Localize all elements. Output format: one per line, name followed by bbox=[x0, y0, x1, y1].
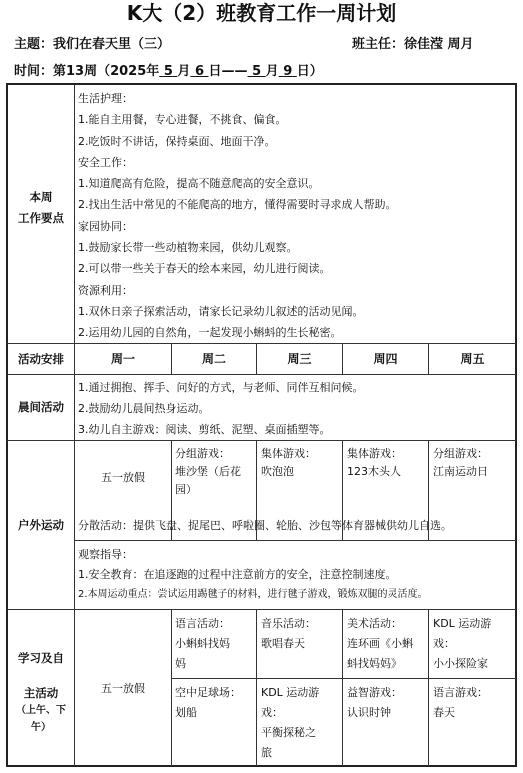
activity-line: KDL 运动游 bbox=[433, 617, 492, 630]
focus-line: 2.可以带一些关于春天的绘本来园，幼儿进行阅读。 bbox=[78, 262, 331, 276]
game-line: 分组游戏： bbox=[433, 447, 488, 460]
day-wednesday: 周三 bbox=[287, 352, 312, 366]
morning-content bbox=[78, 377, 514, 440]
learning-wednesday-pm bbox=[261, 683, 341, 763]
time-prefix: 时间：第13周（2025年 bbox=[14, 64, 160, 79]
learning-label-line: 午） bbox=[31, 722, 51, 733]
day-monday: 周一 bbox=[110, 352, 135, 366]
outdoor-guidance bbox=[78, 545, 514, 605]
activity-line: 空中足球场： bbox=[175, 686, 241, 699]
guide-line: 2.本周运动重点：尝试运用踢毽子的材料，进行毽子游戏，锻炼双腿的灵活度。 bbox=[78, 589, 428, 600]
morning-line: 2.鼓励幼儿晨间热身运动。 bbox=[78, 402, 210, 415]
learning-friday-pm bbox=[433, 683, 515, 723]
learning-friday-am bbox=[433, 614, 515, 674]
learning-tuesday-pm bbox=[175, 683, 255, 723]
game-line: 吹泡泡 bbox=[261, 465, 294, 478]
focus-line: 资源利用： bbox=[78, 283, 133, 297]
focus-label-line-2: 工作要点 bbox=[18, 211, 64, 225]
focus-line: 2.运用幼儿园的自然角，一起发现小蝌蚪的生长秘密。 bbox=[78, 326, 342, 340]
game-line: 分组游戏： bbox=[175, 447, 230, 460]
activity-line: 音乐活动： bbox=[261, 617, 316, 630]
activity-line: 戏： bbox=[433, 637, 455, 650]
start-day: 6 bbox=[194, 64, 204, 79]
activity-line: 小蝌蚪找妈 bbox=[175, 637, 230, 650]
learning-tuesday-am bbox=[175, 614, 255, 674]
activity-line: 旅 bbox=[261, 746, 272, 759]
focus-line: 1.能自主用餐，专心进餐，不挑食、偏食。 bbox=[78, 113, 287, 127]
morning-line: 1.通过拥抱、挥手、问好的方式，与老师、同伴互相问候。 bbox=[78, 381, 364, 394]
activity-line: 语言活动： bbox=[175, 617, 230, 630]
morning-label: 晨间活动 bbox=[18, 400, 64, 414]
focus-line: 生活护理： bbox=[78, 92, 133, 105]
focus-label bbox=[8, 190, 74, 226]
focus-line: 1.知道爬高有危险，提高不随意爬高的安全意识。 bbox=[78, 177, 320, 191]
outdoor-game-wednesday bbox=[261, 445, 341, 481]
outdoor-game-thursday bbox=[347, 445, 427, 481]
activity-line: 益智游戏： bbox=[347, 686, 402, 699]
learning-thursday-pm bbox=[347, 683, 427, 723]
theme-line bbox=[14, 33, 170, 52]
activity-line: 平衡探秘之 bbox=[261, 726, 316, 739]
schedule-label: 活动安排 bbox=[18, 352, 64, 366]
outdoor-game-tuesday bbox=[175, 445, 255, 499]
learning-label-line: （上午、下 bbox=[16, 705, 66, 716]
learning-label-line: 学习及自 bbox=[18, 651, 64, 665]
start-month: 5 bbox=[163, 64, 173, 79]
activity-line: 春天 bbox=[433, 706, 455, 719]
activity-line: 歌唱春天 bbox=[261, 637, 305, 650]
activity-line: 小小探险家 bbox=[433, 657, 488, 670]
activity-line: 蚪找妈妈》 bbox=[347, 657, 402, 670]
theme-value: 我们在春天里（三） bbox=[53, 37, 171, 52]
activity-line: 划船 bbox=[175, 706, 197, 719]
game-line: 园） bbox=[175, 483, 197, 496]
learning-wednesday-am bbox=[261, 614, 341, 654]
time-text-4: 日） bbox=[296, 64, 323, 79]
morning-line: 3.幼儿自主游戏：阅读、剪纸、泥塑、桌面插塑等。 bbox=[78, 423, 331, 436]
activity-line: 妈 bbox=[175, 657, 186, 670]
teacher-value: 徐佳滢 周月 bbox=[404, 37, 474, 52]
day-thursday: 周四 bbox=[373, 352, 398, 366]
focus-content bbox=[78, 88, 514, 344]
outdoor-game-friday bbox=[433, 445, 515, 481]
time-line bbox=[14, 60, 323, 79]
focus-line: 2.吃饭时不讲话，保持桌面、地面干净。 bbox=[78, 134, 276, 148]
learning-label-line: 主活动 bbox=[23, 686, 59, 700]
focus-line: 安全工作： bbox=[78, 155, 133, 169]
guide-line: 观察指导： bbox=[78, 548, 133, 561]
teacher-label: 班主任： bbox=[352, 37, 405, 52]
game-line: 江南运动日 bbox=[433, 465, 488, 478]
page-title: K大（2）班教育工作一周计划 bbox=[126, 1, 397, 25]
day-tuesday: 周二 bbox=[201, 352, 226, 366]
learning-thursday-am bbox=[347, 614, 427, 674]
game-line: 堆沙堡（后花 bbox=[175, 465, 241, 478]
guide-line: 1.安全教育：在追逐跑的过程中注意前方的安全，注意控制速度。 bbox=[78, 568, 397, 581]
end-day: 9 bbox=[283, 64, 293, 79]
focus-label-line-1: 本周 bbox=[29, 190, 53, 204]
game-line: 123木头人 bbox=[347, 465, 401, 478]
teacher-line bbox=[352, 33, 474, 52]
focus-line: 1.鼓励家长带一些动植物来园，供幼儿观察。 bbox=[78, 241, 298, 255]
time-text-1: 月 bbox=[177, 64, 191, 79]
learning-label bbox=[8, 650, 74, 736]
game-line: 集体游戏： bbox=[261, 447, 316, 460]
focus-line: 1.双休日亲子探索活动，请家长记录幼儿叙述的活动见闻。 bbox=[78, 304, 364, 318]
game-line: 集体游戏： bbox=[347, 447, 402, 460]
outdoor-free-activity: 分散活动：提供飞盘、捉尾巴、呼啦圈、轮胎、沙包等体育器械供幼儿自选。 bbox=[78, 519, 452, 532]
focus-line: 2.找出生活中常见的不能爬高的地方，懂得需要时寻求成人帮助。 bbox=[78, 198, 397, 212]
time-text-3: 月 bbox=[265, 64, 279, 79]
theme-label: 主题： bbox=[14, 37, 54, 52]
activity-line: 认识时钟 bbox=[347, 706, 391, 719]
activity-line: KDL 运动游 bbox=[261, 686, 320, 699]
activity-line: 戏： bbox=[261, 706, 283, 719]
outdoor-holiday: 五一放假 bbox=[101, 471, 145, 484]
day-friday: 周五 bbox=[460, 352, 485, 366]
activity-line: 连环画《小蝌 bbox=[347, 637, 413, 650]
end-month: 5 bbox=[252, 64, 262, 79]
activity-line: 美术活动： bbox=[347, 617, 402, 630]
outdoor-label: 户外运动 bbox=[18, 518, 64, 532]
learning-holiday: 五一放假 bbox=[101, 682, 145, 695]
time-text-2: 日—— bbox=[208, 64, 248, 79]
focus-line: 家园协同： bbox=[78, 219, 133, 233]
activity-line: 语言游戏： bbox=[433, 686, 488, 699]
